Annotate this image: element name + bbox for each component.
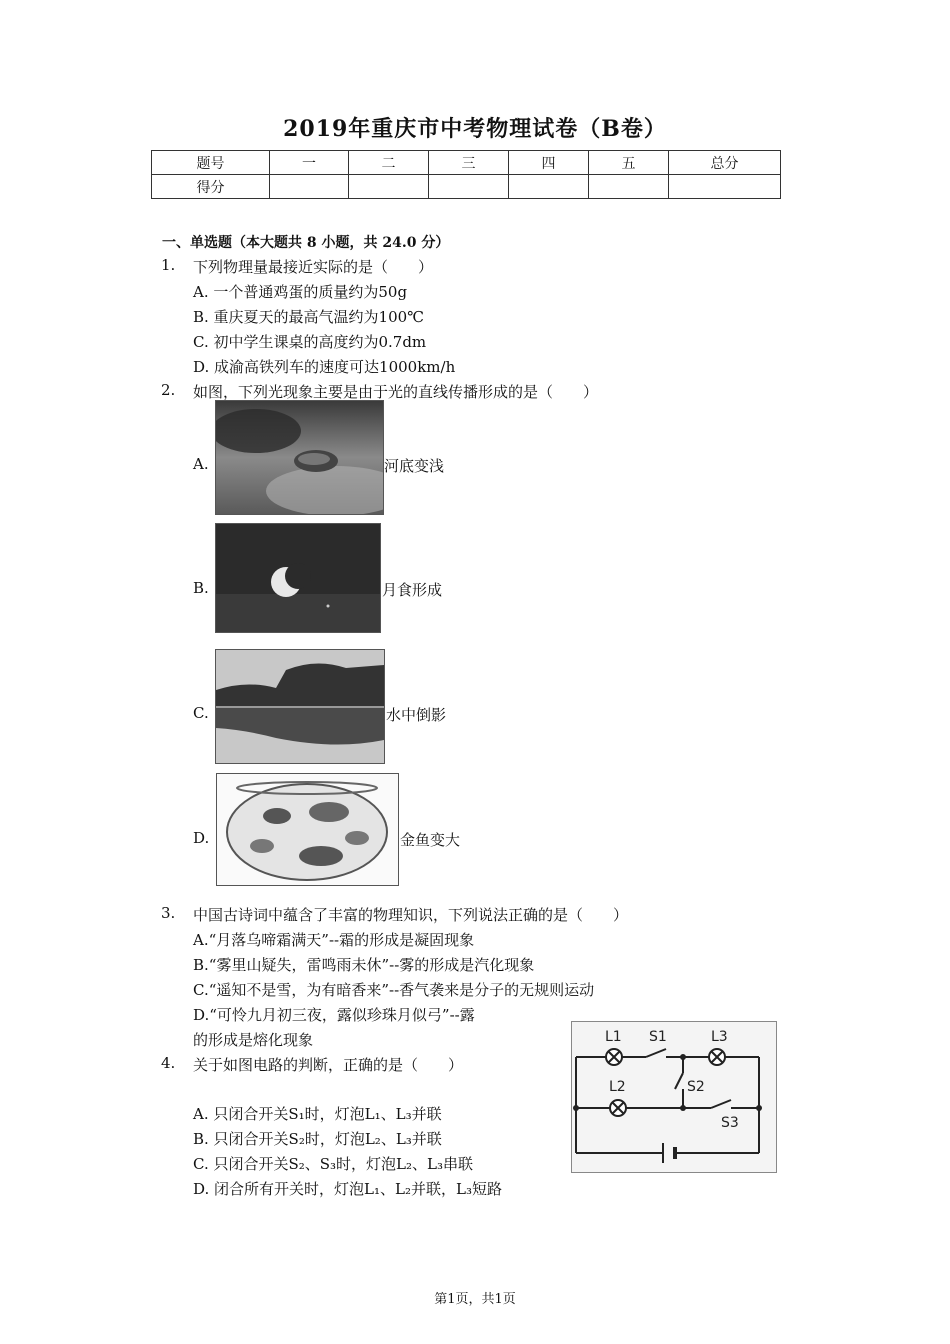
riverbed-photo [215,400,384,515]
table-cell: 五 [589,151,669,175]
option-c: C. 初中学生课桌的高度约为0.7dm [193,333,427,351]
option-b-label: B. [193,579,209,597]
question-number: 3. [161,904,176,922]
score-table-score-row [152,175,781,199]
goldfish-bowl-photo [216,773,399,886]
label-l3: L3 [711,1029,728,1045]
option-c: C. 只闭合开关S₂、S₃时，灯泡L₂、L₃串联 [193,1155,474,1173]
circuit-diagram [571,1021,777,1173]
option-d-label: D. [193,829,210,847]
option-b: B.“雾里山疑失，雷鸣雨未休”--雾的形成是汽化现象 [193,956,535,974]
option-d-caption: 金鱼变大 [400,831,461,849]
table-cell-empty [349,175,429,199]
section-heading: 一、单选题（本大题共 8 小题，共 24.0 分） [162,235,450,251]
page-footer: 第1页，共1页 [434,1292,516,1307]
score-table [151,150,781,199]
table-cell: 三 [429,151,509,175]
option-a-label: A. [193,455,209,473]
table-cell-empty [669,175,781,199]
label-s3: S3 [721,1115,739,1131]
option-d: D. 成渝高铁列车的速度可达1000km/h [193,358,456,376]
score-table-header-row [152,151,781,175]
page-title: 2019年重庆市中考物理试卷（B卷） [283,116,667,142]
table-cell-empty [270,175,349,199]
option-a-caption: 河底变浅 [384,457,445,475]
table-cell-empty [589,175,669,199]
lunar-eclipse-photo [215,523,381,633]
question-text: 下列物理量最接近实际的是（ ） [193,258,434,276]
option-c-caption: 水中倒影 [386,706,447,724]
option-d-continued: 的形成是熔化现象 [193,1031,314,1049]
question-text: 如图，下列光现象主要是由于光的直线传播形成的是（ ） [193,383,599,401]
table-cell: 题号 [152,151,270,175]
question-number: 1. [161,256,176,274]
question-number: 4. [161,1054,176,1072]
option-c-label: C. [193,704,209,722]
table-cell-empty [509,175,589,199]
option-b: B. 只闭合开关S₂时，灯泡L₂、L₃并联 [193,1130,442,1148]
option-d: D. 闭合所有开关时，灯泡L₁、L₂并联，L₃短路 [193,1180,502,1198]
label-s2: S2 [687,1079,705,1095]
option-d: D.“可怜九月初三夜，露似珍珠月似弓”--露 [193,1006,475,1024]
label-l1: L1 [605,1029,622,1045]
question-number: 2. [161,381,176,399]
option-a: A.“月落乌啼霜满天”--霜的形成是凝固现象 [193,931,475,949]
option-b: B. 重庆夏天的最高气温约为100℃ [193,308,424,326]
label-s1: S1 [649,1029,667,1045]
table-cell: 二 [349,151,429,175]
option-a: A. 只闭合开关S₁时，灯泡L₁、L₃并联 [193,1105,442,1123]
option-b-caption: 月食形成 [382,581,443,599]
table-cell: 得分 [152,175,270,199]
table-cell-empty [429,175,509,199]
table-cell: 一 [270,151,349,175]
table-cell: 四 [509,151,589,175]
water-reflection-photo [215,649,385,764]
label-l2: L2 [609,1079,626,1095]
option-c: C.“遥知不是雪，为有暗香来”--香气袭来是分子的无规则运动 [193,981,595,999]
question-text: 关于如图电路的判断，正确的是（ ） [193,1056,464,1074]
table-cell: 总分 [669,151,781,175]
option-a: A. 一个普通鸡蛋的质量约为50g [193,283,408,301]
question-text: 中国古诗词中蕴含了丰富的物理知识，下列说法正确的是（ ） [193,906,629,924]
